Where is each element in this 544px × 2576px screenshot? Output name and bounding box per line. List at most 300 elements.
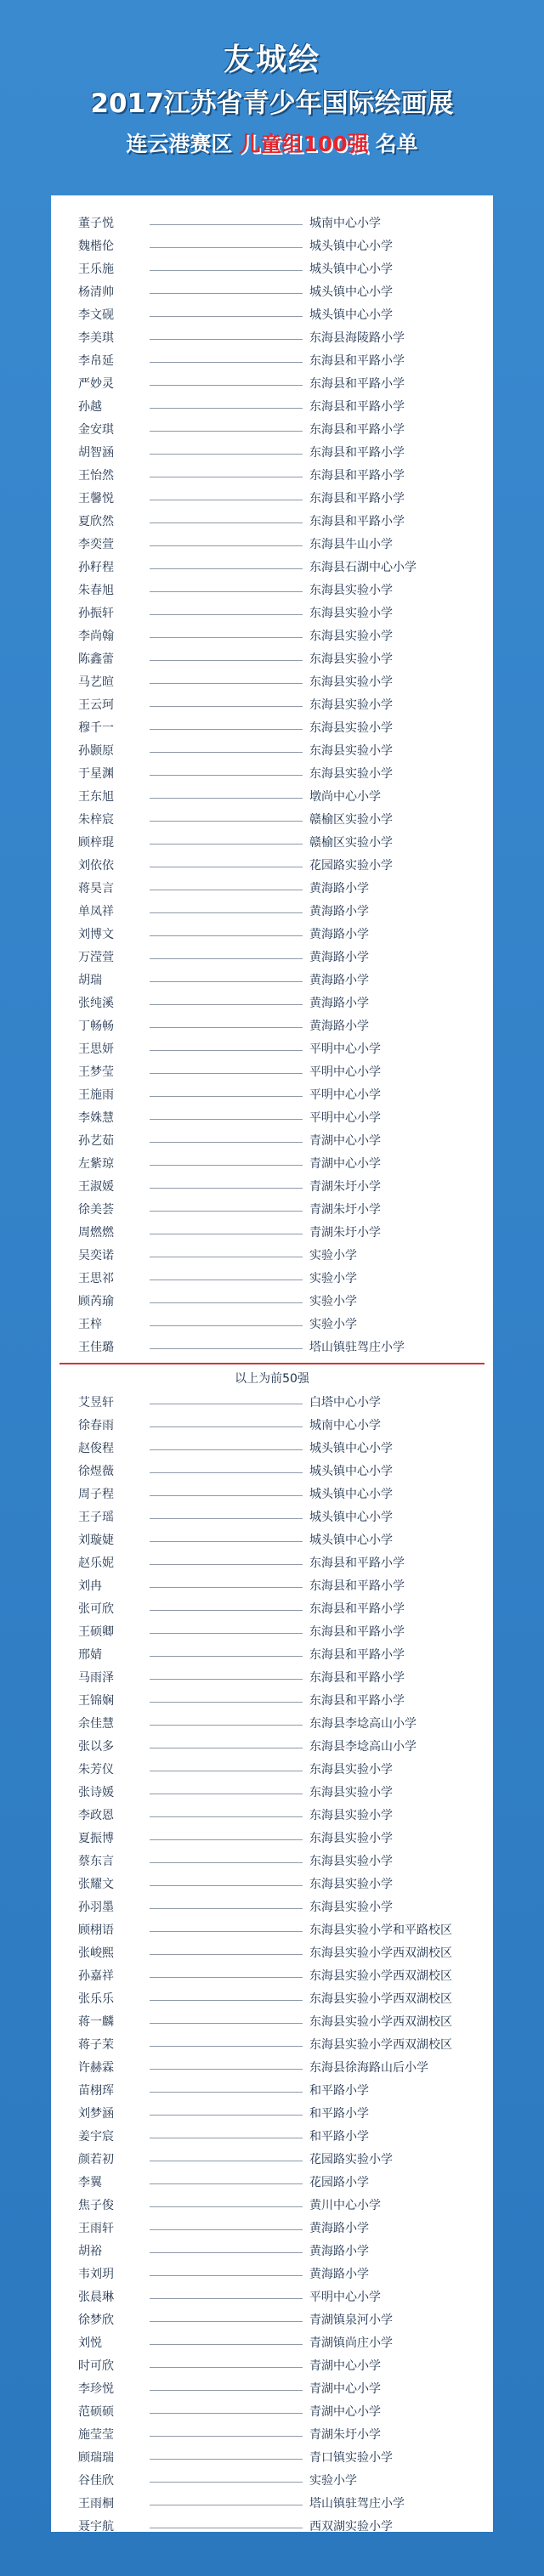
- school-name: 东海县实验小学: [309, 767, 393, 781]
- school-name: 城头镇中心小学: [309, 285, 393, 299]
- list-item: [51, 2424, 493, 2447]
- school-name: 和平路小学: [309, 2084, 369, 2098]
- school-name: 东海县和平路小学: [309, 377, 405, 391]
- leader-line: [150, 1027, 303, 1028]
- student-name: 胡智涵: [78, 446, 114, 460]
- student-name: 王思妍: [78, 1042, 114, 1056]
- student-name: 朱春旭: [78, 584, 114, 597]
- student-name: 穆千一: [78, 721, 114, 735]
- student-name: 苗栩珲: [78, 2084, 114, 2098]
- list-item: [51, 488, 493, 511]
- school-name: 墩尚中心小学: [309, 790, 381, 804]
- leader-line: [150, 660, 303, 661]
- leader-line: [150, 1096, 303, 1097]
- school-name: 东海县实验小学: [309, 630, 393, 643]
- list-item: [51, 1690, 493, 1713]
- student-name: 吴奕诺: [78, 1249, 114, 1263]
- student-name: 左紫琼: [78, 1157, 114, 1171]
- leader-line: [150, 1004, 303, 1005]
- school-name: 黄海路小学: [309, 997, 369, 1010]
- leader-line: [150, 2092, 303, 2093]
- school-name: 青湖朱圩小学: [309, 2428, 381, 2442]
- list-item: [51, 1965, 493, 1988]
- student-name: 李文砚: [78, 308, 114, 322]
- list-item: [51, 1644, 493, 1667]
- school-name: 东海县实验小学西双湖校区: [309, 2038, 452, 2052]
- list-item: [51, 2126, 493, 2149]
- list-item: [51, 2057, 493, 2080]
- school-name: 城头镇中心小学: [309, 240, 393, 253]
- school-name: 城头镇中心小学: [309, 308, 393, 322]
- title-line1: 友城绘: [223, 42, 320, 77]
- list-item: [51, 465, 493, 488]
- list-item: [51, 1759, 493, 1782]
- student-name: 刘梦涵: [78, 2107, 114, 2121]
- leader-line: [150, 1564, 303, 1565]
- list-item: [51, 1552, 493, 1575]
- school-name: 东海县和平路小学: [309, 354, 405, 368]
- student-name: 刘悦: [78, 2336, 102, 2350]
- student-name: 颜若初: [78, 2153, 114, 2166]
- list-item: [51, 281, 493, 304]
- list-item: [51, 1873, 493, 1896]
- student-name: 谷佳欣: [78, 2474, 114, 2488]
- leader-line: [150, 1518, 303, 1519]
- student-name: 胡瑞: [78, 974, 102, 987]
- student-name: 王东旭: [78, 790, 114, 804]
- student-name: 徐春雨: [78, 1419, 114, 1432]
- leader-line: [150, 362, 303, 363]
- leader-line: [150, 2023, 303, 2024]
- school-name: 东海县和平路小学: [309, 1671, 405, 1685]
- list-item: [51, 946, 493, 969]
- student-name: 李翼: [78, 2176, 102, 2189]
- leader-line: [150, 2390, 303, 2391]
- list-item: [51, 1805, 493, 1827]
- school-name: 城头镇中心小学: [309, 1465, 393, 1478]
- list-item: [51, 1919, 493, 1942]
- student-name: 蒋一麟: [78, 2015, 114, 2029]
- leader-line: [150, 1142, 303, 1143]
- student-name: 王雨桐: [78, 2497, 114, 2511]
- student-name: 徐煜薇: [78, 1465, 114, 1478]
- school-name: 西双湖实验小学: [309, 2520, 393, 2534]
- student-name: 周燃燃: [78, 1226, 114, 1240]
- leader-line: [150, 1449, 303, 1450]
- header: [0, 0, 544, 177]
- list-item: [51, 258, 493, 281]
- school-name: 东海县和平路小学: [309, 469, 405, 483]
- leader-line: [150, 2413, 303, 2414]
- school-name: 东海县石湖中心小学: [309, 561, 416, 574]
- student-name: 马雨泽: [78, 1671, 114, 1685]
- school-name: 城南中心小学: [309, 217, 381, 230]
- school-name: 东海县实验小学: [309, 1786, 393, 1799]
- student-name: 张晨琳: [78, 2291, 114, 2304]
- list-item: [51, 1130, 493, 1153]
- student-name: 胡裕: [78, 2245, 102, 2258]
- school-name: 黄海路小学: [309, 974, 369, 987]
- school-name: 东海县实验小学: [309, 698, 393, 712]
- leader-line: [150, 2482, 303, 2483]
- student-name: 杨清帅: [78, 285, 114, 299]
- leader-line: [150, 1119, 303, 1120]
- leader-line: [150, 2367, 303, 2368]
- school-name: 城头镇中心小学: [309, 1488, 393, 1501]
- list-item: [51, 1222, 493, 1245]
- leader-line: [150, 1073, 303, 1074]
- school-name: 青湖镇尚庄小学: [309, 2336, 393, 2350]
- leader-line: [150, 958, 303, 959]
- list-item: [51, 1942, 493, 1965]
- leader-line: [150, 2183, 303, 2184]
- leader-line: [150, 2298, 303, 2299]
- leader-line: [150, 2252, 303, 2253]
- list-item: [51, 2172, 493, 2195]
- leader-line: [150, 981, 303, 982]
- school-name: 城南中心小学: [309, 1419, 381, 1432]
- school-name: 平明中心小学: [309, 1088, 381, 1102]
- student-name: 赵俊程: [78, 1442, 114, 1455]
- student-name: 王云珂: [78, 698, 114, 712]
- leader-line: [150, 1908, 303, 1909]
- list-item: [51, 2401, 493, 2424]
- school-name: 东海县实验小学: [309, 1855, 393, 1868]
- list-item: [51, 1107, 493, 1130]
- school-name: 实验小学: [309, 1295, 357, 1308]
- school-name: 赣榆区实验小学: [309, 813, 393, 827]
- student-name: 刘博文: [78, 928, 114, 941]
- school-name: 青湖中心小学: [309, 2359, 381, 2373]
- student-name: 王子瑶: [78, 1511, 114, 1524]
- school-name: 花园路实验小学: [309, 859, 393, 873]
- school-name: 塔山镇驻驾庄小学: [309, 1341, 405, 1354]
- list-item: [51, 511, 493, 534]
- student-name: 张峻熙: [78, 1946, 114, 1960]
- list-item: [51, 809, 493, 832]
- student-name: 王硕卿: [78, 1625, 114, 1639]
- school-name: 东海县和平路小学: [309, 1625, 405, 1639]
- student-name: 金安琪: [78, 423, 114, 437]
- leader-line: [150, 2321, 303, 2322]
- student-name: 王馨悦: [78, 492, 114, 506]
- school-name: 东海县实验小学: [309, 744, 393, 758]
- list-item: [51, 992, 493, 1015]
- school-name: 塔山镇驻驾庄小学: [309, 2497, 405, 2511]
- leader-line: [150, 2046, 303, 2047]
- list-item: [51, 1392, 493, 1415]
- student-name: 周子程: [78, 1488, 114, 1501]
- student-name: 王淑媛: [78, 1180, 114, 1194]
- school-name: 东海县和平路小学: [309, 446, 405, 460]
- list-item: [51, 373, 493, 396]
- student-name: 夏欣然: [78, 515, 114, 528]
- school-name: 东海县海陵路小学: [309, 331, 405, 345]
- student-name: 孙嘉祥: [78, 1969, 114, 1983]
- school-name: 实验小学: [309, 1318, 357, 1331]
- list-item: [51, 1667, 493, 1690]
- leader-line: [150, 1885, 303, 1886]
- leader-line: [150, 2459, 303, 2460]
- list-item: [51, 1782, 493, 1805]
- student-name: 魏楷伦: [78, 240, 114, 253]
- list-item: [51, 2240, 493, 2263]
- list-item: [51, 2309, 493, 2332]
- school-name: 东海县实验小学: [309, 584, 393, 597]
- list-item: [51, 1176, 493, 1199]
- list-item: [51, 2355, 493, 2378]
- student-name: 孙越: [78, 400, 102, 414]
- list-item: [51, 969, 493, 992]
- student-name: 孙羽墨: [78, 1901, 114, 1914]
- list-item: [51, 2011, 493, 2034]
- list-item: [51, 1061, 493, 1084]
- leader-line: [150, 385, 303, 386]
- student-name: 王施雨: [78, 1088, 114, 1102]
- student-name: 李姝慧: [78, 1111, 114, 1125]
- school-name: 东海县和平路小学: [309, 1602, 405, 1616]
- student-name: 刘冉: [78, 1579, 102, 1593]
- list-item: [51, 1153, 493, 1176]
- school-name: 东海县实验小学和平路校区: [309, 1924, 452, 1937]
- list-item: [51, 1621, 493, 1644]
- student-name: 张诗媛: [78, 1786, 114, 1799]
- student-name: 王锦娴: [78, 1694, 114, 1708]
- list-item: [51, 625, 493, 648]
- list-item: [51, 1291, 493, 1313]
- school-name: 东海县实验小学西双湖校区: [309, 1969, 452, 1983]
- list-item: [51, 2470, 493, 2493]
- school-name: 青湖镇泉河小学: [309, 2313, 393, 2327]
- list-item: [51, 1438, 493, 1460]
- student-name: 李珍悦: [78, 2382, 114, 2396]
- student-name: 朱芳仪: [78, 1763, 114, 1777]
- leader-line: [150, 775, 303, 776]
- list-item: [51, 396, 493, 419]
- list-item: [51, 1529, 493, 1552]
- student-name: 姜宇宸: [78, 2130, 114, 2144]
- school-name: 东海县和平路小学: [309, 515, 405, 528]
- school-name: 黄海路小学: [309, 882, 369, 895]
- school-name: 赣榆区实验小学: [309, 836, 393, 850]
- list-item: [51, 1015, 493, 1038]
- list-item: [51, 855, 493, 878]
- student-name: 王怡然: [78, 469, 114, 483]
- student-name: 蒋子茉: [78, 2038, 114, 2052]
- school-name: 花园路实验小学: [309, 2153, 393, 2166]
- list-item: [51, 1084, 493, 1107]
- student-name: 王雨轩: [78, 2222, 114, 2235]
- leader-line: [150, 1188, 303, 1189]
- school-name: 青湖中心小学: [309, 1157, 381, 1171]
- leader-line: [150, 1610, 303, 1611]
- list-item: [51, 2263, 493, 2286]
- leader-line: [150, 293, 303, 294]
- school-name: 东海县牛山小学: [309, 538, 393, 551]
- list-item: [51, 2034, 493, 2057]
- student-name: 王思祁: [78, 1272, 114, 1285]
- list-item: [51, 1199, 493, 1222]
- subtitle-region: 连云港赛区: [126, 132, 233, 156]
- student-name: 于星渊: [78, 767, 114, 781]
- list-item: [51, 1850, 493, 1873]
- school-name: 黄海路小学: [309, 905, 369, 918]
- list-item: [51, 2516, 493, 2539]
- list-item: [51, 924, 493, 946]
- school-name: 青湖朱圩小学: [309, 1180, 381, 1194]
- list-item: [51, 1245, 493, 1268]
- student-name: 王乐施: [78, 263, 114, 276]
- school-name: 平明中心小学: [309, 1042, 381, 1056]
- list-item: [51, 1827, 493, 1850]
- student-name: 陈鑫蕾: [78, 652, 114, 666]
- list-item: [51, 2149, 493, 2172]
- student-name: 李美琪: [78, 331, 114, 345]
- list-item: [51, 1313, 493, 1336]
- divider-label: [51, 1368, 493, 1391]
- student-name: 王佳璐: [78, 1341, 114, 1354]
- student-name: 孙颢原: [78, 744, 114, 758]
- leader-line: [150, 1816, 303, 1817]
- leader-line: [150, 2229, 303, 2230]
- school-name: 黄海路小学: [309, 2222, 369, 2235]
- leader-line: [150, 614, 303, 615]
- list-item: [51, 2195, 493, 2217]
- leader-line: [150, 1839, 303, 1840]
- list-item: [51, 1598, 493, 1621]
- student-name: 焦子俊: [78, 2199, 114, 2212]
- list-item: [51, 579, 493, 602]
- list-item: [51, 2332, 493, 2355]
- leader-line: [150, 1426, 303, 1427]
- student-name: 蔡东言: [78, 1855, 114, 1868]
- list-item: [51, 1336, 493, 1359]
- school-name: 青湖中心小学: [309, 1134, 381, 1148]
- leader-line: [150, 1702, 303, 1703]
- school-name: 东海县徐海路山后小学: [309, 2061, 428, 2075]
- list-item: [51, 694, 493, 717]
- school-name: 黄海路小学: [309, 2268, 369, 2281]
- leader-line: [150, 1977, 303, 1978]
- list-item: [51, 2447, 493, 2470]
- student-name: 单凤祥: [78, 905, 114, 918]
- subtitle-group: 儿童组100强: [239, 132, 369, 156]
- leader-line: [150, 844, 303, 845]
- leader-line: [150, 1931, 303, 1932]
- school-name: 东海县李埝高山小学: [309, 1740, 416, 1754]
- top50-divider: [60, 1363, 484, 1364]
- student-name: 刘璇婕: [78, 1534, 114, 1547]
- school-name: 东海县实验小学西双湖校区: [309, 1946, 452, 1960]
- leader-line: [150, 1495, 303, 1496]
- student-name: 邢婧: [78, 1648, 102, 1662]
- school-name: 黄川中心小学: [309, 2199, 381, 2212]
- list-item: [51, 2217, 493, 2240]
- leader-line: [150, 1165, 303, 1166]
- leader-line: [150, 591, 303, 592]
- list-item: [51, 235, 493, 258]
- student-name: 韦刘玥: [78, 2268, 114, 2281]
- student-name: 张乐乐: [78, 1992, 114, 2006]
- list-item: [51, 1483, 493, 1506]
- school-name: 平明中心小学: [309, 2291, 381, 2304]
- leader-line: [150, 1656, 303, 1657]
- school-name: 花园路小学: [309, 2176, 369, 2189]
- list-item: [51, 304, 493, 327]
- leader-line: [150, 224, 303, 225]
- student-name: 刘依依: [78, 859, 114, 873]
- list-item: [51, 556, 493, 579]
- leader-line: [150, 1302, 303, 1303]
- list-item: [51, 1896, 493, 1919]
- list-item: [51, 1460, 493, 1483]
- leader-line: [150, 2000, 303, 2001]
- list-item: [51, 442, 493, 465]
- student-name: 徐美荟: [78, 1203, 114, 1217]
- list-item: [51, 1506, 493, 1529]
- leader-line: [150, 798, 303, 799]
- student-name: 万滢萱: [78, 951, 114, 964]
- school-name: 黄海路小学: [309, 1020, 369, 1033]
- school-name: 和平路小学: [309, 2107, 369, 2121]
- leader-line: [150, 339, 303, 340]
- school-name: 东海县实验小学: [309, 721, 393, 735]
- student-name: 许赫霖: [78, 2061, 114, 2075]
- student-name: 孙振轩: [78, 607, 114, 620]
- school-name: 东海县和平路小学: [309, 400, 405, 414]
- school-name: 东海县和平路小学: [309, 423, 405, 437]
- leader-line: [150, 1633, 303, 1634]
- school-name: 东海县和平路小学: [309, 492, 405, 506]
- student-name: 马艺暄: [78, 675, 114, 689]
- leader-line: [150, 1211, 303, 1212]
- list-item: [51, 327, 493, 350]
- student-name: 施莹莹: [78, 2428, 114, 2442]
- student-name: 时可欣: [78, 2359, 114, 2373]
- leader-line: [150, 431, 303, 432]
- leader-line: [150, 1348, 303, 1349]
- student-name: 严妙灵: [78, 377, 114, 391]
- leader-line: [150, 706, 303, 707]
- leader-line: [150, 1050, 303, 1051]
- leader-line: [150, 683, 303, 684]
- student-name: 顾梓琨: [78, 836, 114, 850]
- leader-line: [150, 752, 303, 753]
- leader-line: [150, 912, 303, 913]
- list-item: [51, 2080, 493, 2103]
- student-name: 张以多: [78, 1740, 114, 1754]
- school-name: 东海县实验小学: [309, 1901, 393, 1914]
- school-name: 实验小学: [309, 2474, 357, 2488]
- list-item: [51, 763, 493, 786]
- student-name: 顾瑞瑞: [78, 2451, 114, 2465]
- list-item: [51, 1268, 493, 1291]
- list-item: [51, 1988, 493, 2011]
- list-item: [51, 786, 493, 809]
- school-name: 东海县实验小学: [309, 1878, 393, 1891]
- leader-line: [150, 637, 303, 638]
- list-item: [51, 212, 493, 235]
- leader-line: [150, 1325, 303, 1326]
- student-name: 张可欣: [78, 1602, 114, 1616]
- list-item: [51, 717, 493, 740]
- leader-line: [150, 2069, 303, 2070]
- leader-line: [150, 935, 303, 936]
- school-name: 东海县实验小学: [309, 652, 393, 666]
- student-name: 张纯溪: [78, 997, 114, 1010]
- leader-line: [150, 454, 303, 455]
- school-name: 东海县实验小学: [309, 1832, 393, 1845]
